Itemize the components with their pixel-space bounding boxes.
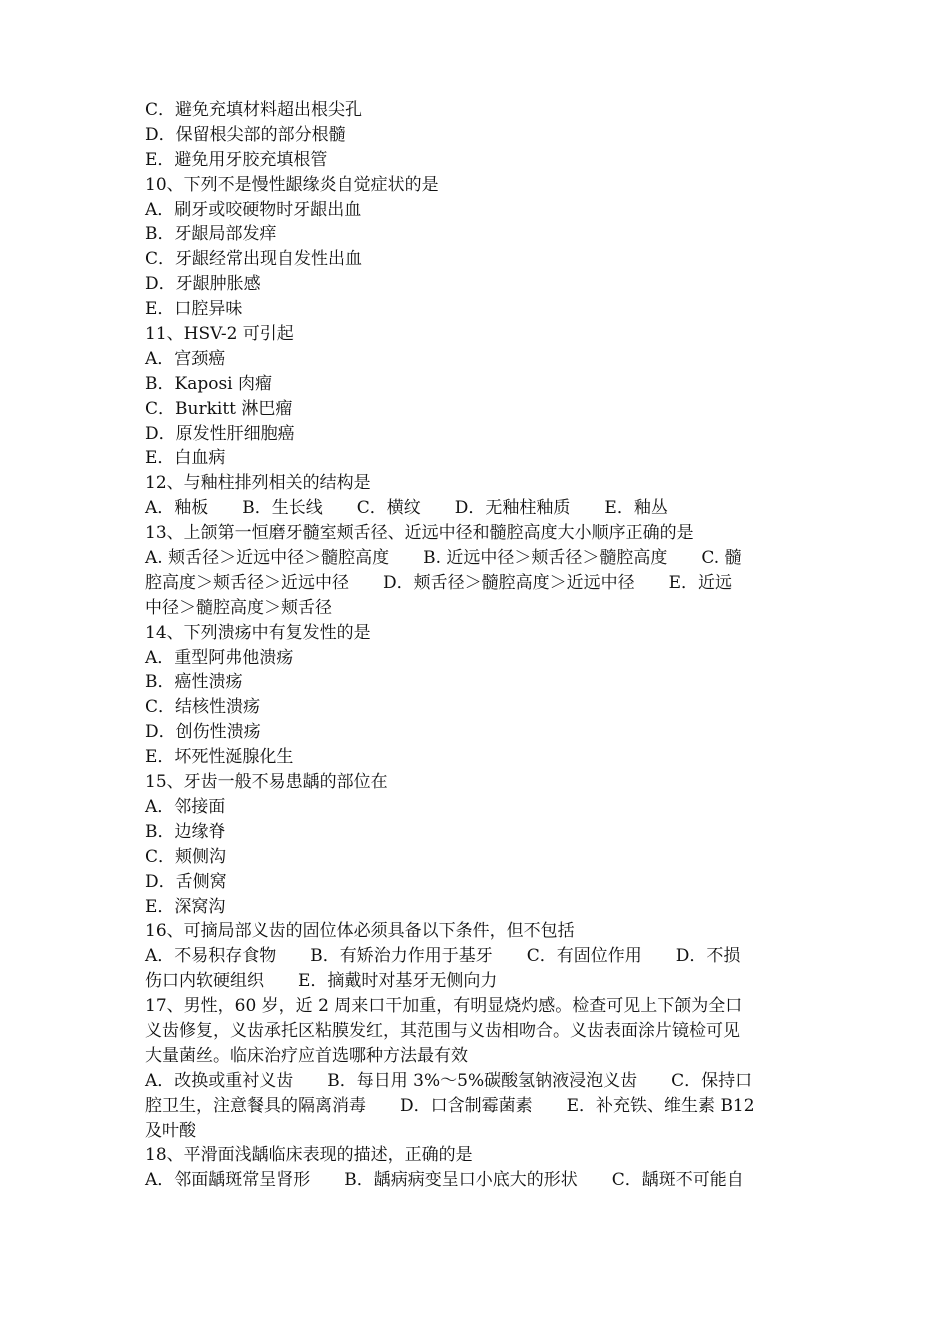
text-line: A．改换或重衬义齿 B．每日用 3%～5%碳酸氢钠液浸泡义齿 C．保持口 (145, 1070, 753, 1091)
text-line: C．颊侧沟 (145, 846, 227, 867)
text-line: E．口腔异味 (145, 299, 243, 320)
text-line: D．创伤性溃疡 (145, 722, 261, 743)
text-line: D．牙龈肿胀感 (145, 274, 261, 295)
text-line: D．保留根尖部的部分根髓 (145, 124, 346, 145)
text-line: C．结核性溃疡 (145, 697, 261, 718)
text-line: 腔高度＞颊舌径＞近远中径 D．颊舌径＞髓腔高度＞近远中径 E．近远 (145, 572, 733, 593)
text-line: B．癌性溃疡 (145, 672, 243, 693)
question-line: 15、牙齿一般不易患龋的部位在 (145, 772, 388, 793)
text-line: E．白血病 (145, 448, 226, 469)
question-line: 10、下列不是慢性龈缘炎自觉症状的是 (145, 174, 439, 195)
question-line: 13、上颌第一恒磨牙髓室颊舌径、近远中径和髓腔高度大小顺序正确的是 (145, 523, 694, 544)
question-line: 16、可摘局部义齿的固位体必须具备以下条件，但不包括 (145, 921, 575, 942)
text-line: A．釉板 B．生长线 C．横纹 D．无釉柱釉质 E．釉丛 (145, 498, 668, 519)
text-line: A．宫颈癌 (145, 348, 226, 369)
question-line: 11、HSV-2 可引起 (145, 324, 294, 345)
text-line: 义齿修复，义齿承托区粘膜发红，其范围与义齿相吻合。义齿表面涂片镜检可见 (145, 1020, 740, 1041)
text-line: E．坏死性涎腺化生 (145, 747, 294, 768)
text-line: 中径＞髓腔高度＞颊舌径 (145, 597, 332, 618)
text-line: 大量菌丝。临床治疗应首选哪种方法最有效 (145, 1045, 468, 1066)
text-line: D．舌侧窝 (145, 871, 227, 892)
text-line: A．重型阿弗他溃疡 (145, 647, 294, 668)
text-line: A. 颊舌径＞近远中径＞髓腔高度 B. 近远中径＞颊舌径＞髓腔高度 C. 髓 (145, 548, 742, 569)
question-line: 17、男性，60 岁，近 2 周来口干加重，有明显烧灼感。检查可见上下颌为全口 (145, 996, 743, 1017)
text-line: A．邻接面 (145, 796, 226, 817)
text-line: B．牙龈局部发痒 (145, 224, 277, 245)
text-line: C．Burkitt 淋巴瘤 (145, 398, 293, 419)
text-line: E．避免用牙胶充填根管 (145, 149, 328, 170)
text-line: A．不易积存食物 B．有矫治力作用于基牙 C．有固位作用 D．不损 (145, 946, 741, 967)
question-line: 12、与釉柱排列相关的结构是 (145, 473, 371, 494)
question-line: 14、下列溃疡中有复发性的是 (145, 622, 371, 643)
text-line: 腔卫生，注意餐具的隔离消毒 D．口含制霉菌素 E．补充铁、维生素 B12 (145, 1095, 755, 1116)
text-line: C．避免充填材料超出根尖孔 (145, 100, 363, 120)
text-line: B．Kaposi 肉瘤 (145, 373, 273, 394)
question-line: 18、平滑面浅龋临床表现的描述，正确的是 (145, 1145, 473, 1166)
text-line: D．原发性肝细胞癌 (145, 423, 295, 444)
text-line: C．牙龈经常出现自发性出血 (145, 249, 363, 270)
document-page (145, 98, 807, 1193)
text-line: A．邻面龋斑常呈肾形 B．龋病病变呈口小底大的形状 C．龋斑不可能自 (145, 1170, 744, 1191)
text-line: E．深窝沟 (145, 896, 226, 917)
text-line: B．边缘脊 (145, 821, 226, 842)
text-line: A．刷牙或咬硬物时牙龈出血 (145, 199, 362, 220)
text-line: 伤口内软硬组织 E．摘戴时对基牙无侧向力 (145, 971, 498, 992)
text-line: 及叶酸 (145, 1120, 196, 1141)
